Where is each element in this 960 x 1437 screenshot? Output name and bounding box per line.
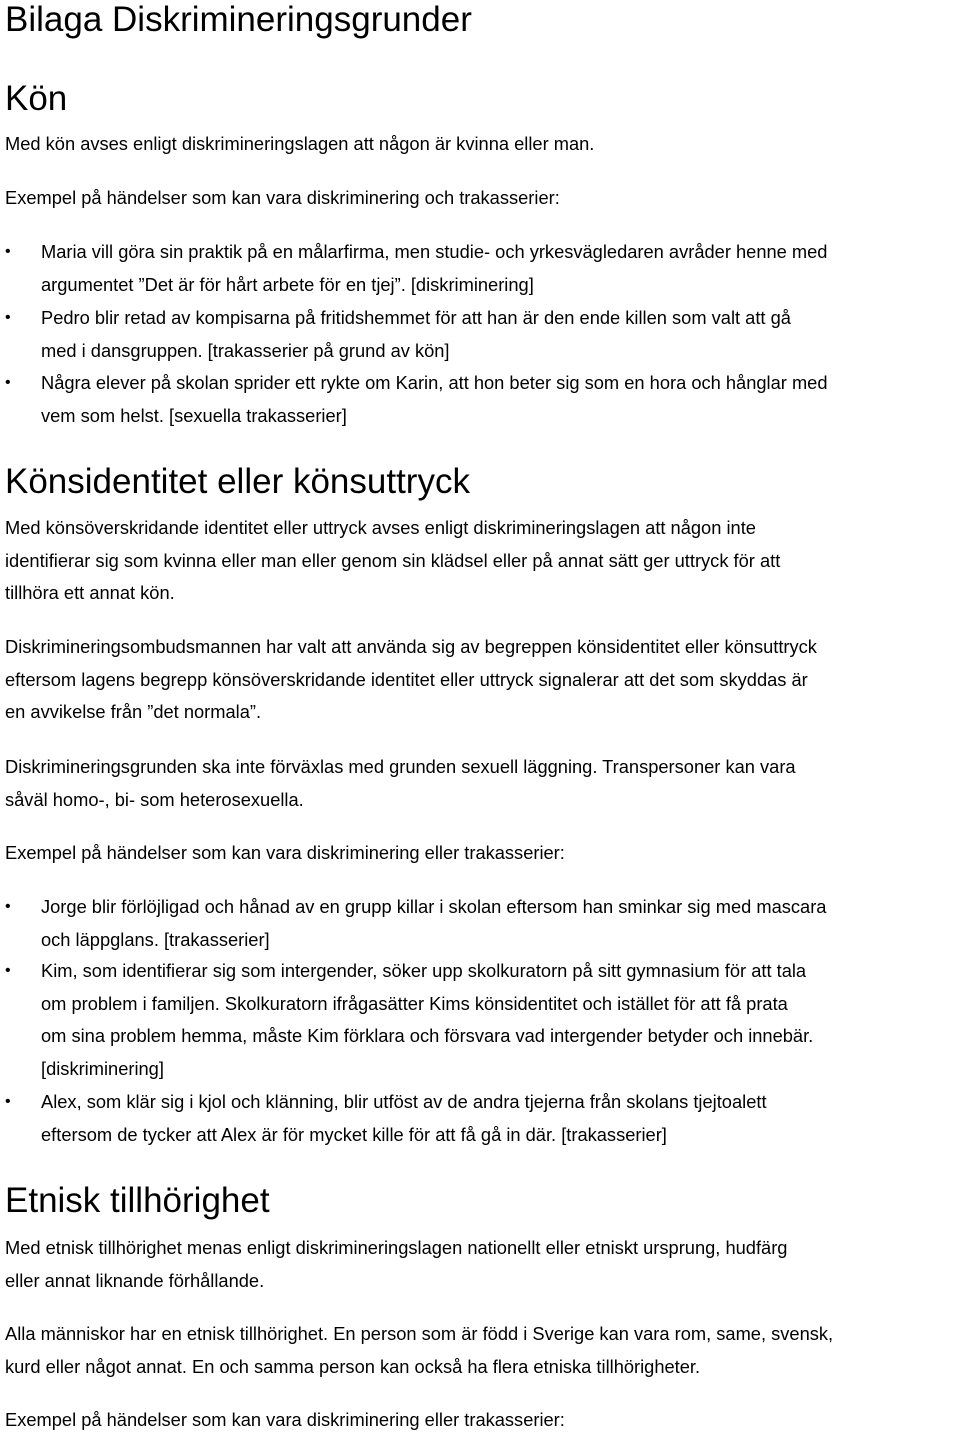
text-line: eftersom lagens begrepp könsöverskridande identitet eller uttryck signalerar att det som skyddas är (5, 668, 808, 690)
bullet-icon: • (5, 243, 11, 260)
list-item-text (41, 367, 960, 432)
text-line: Några elever på skolan sprider ett rykte om Karin, att hon beter sig som en hora och hånglar med (41, 372, 828, 393)
text-line: Diskrimineringsgrunden ska inte förväxlas med grunden sexuell läggning. Transpersoner kan vara (5, 756, 796, 777)
text-line: [diskriminering] (41, 1057, 164, 1079)
text-line: och läppglans. [trakasserier] (41, 928, 270, 950)
examples-intro: Exempel på händelser som kan vara diskriminering och trakasserier: (5, 187, 560, 208)
text-line: tillhöra ett annat kön. (5, 582, 175, 603)
text-line: Med könsöverskridande identitet eller uttryck avses enligt diskrimineringslagen att någon inte (5, 517, 756, 538)
paragraph (5, 751, 957, 816)
bullet-icon: • (5, 374, 11, 391)
list-item-text (41, 955, 960, 1085)
list-item-text (41, 891, 960, 956)
paragraph (5, 631, 957, 729)
text-line: eftersom de tycker att Alex är för mycket kille för att få gå in där. [trakasserier] (41, 1123, 667, 1145)
examples-intro: Exempel på händelser som kan vara diskriminering eller trakasserier: (5, 842, 565, 863)
text-line: om sina problem hemma, måste Kim förklara och försvara vad intergender betyder och innebär. (41, 1025, 814, 1046)
text-line: vem som helst. [sexuella trakasserier] (41, 404, 347, 426)
text-line: kurd eller något annat. En och samma person kan också ha flera etniska tillhörigheter. (5, 1355, 701, 1377)
text-line: om problem i familjen. Skolkuratorn ifrågasätter Kims könsidentitet och istället för att få prata (41, 992, 788, 1014)
text-line: Alla människor har en etnisk tillhörighet. En person som är född i Sverige kan vara rom, same, svensk, (5, 1323, 834, 1344)
list-item-text (41, 1086, 960, 1151)
text-line: Kim, som identifierar sig som intergender, söker upp skolkuratorn på sitt gymnasium för att tala (41, 960, 807, 981)
text-line: såväl homo-, bi- som heterosexuella. (5, 788, 304, 810)
bullet-icon: • (5, 898, 11, 915)
bullet-icon: • (5, 1093, 11, 1110)
text-line: eller annat liknande förhållande. (5, 1269, 265, 1291)
text-line: argumentet ”Det är för hårt arbete för en tjej”. [diskriminering] (41, 273, 534, 295)
text-line: Pedro blir retad av kompisarna på fritidshemmet för att han är den ende killen som valt att gå (41, 307, 791, 328)
examples-intro: Exempel på händelser som kan vara diskriminering eller trakasserier: (5, 1409, 565, 1430)
bullet-icon: • (5, 962, 11, 979)
list-item-text (41, 302, 960, 367)
text-line: Diskrimineringsombudsmannen har valt att använda sig av begreppen könsidentitet eller könsuttryck (5, 636, 817, 657)
section-heading-etnisk: Etnisk tillhörighet (5, 1181, 270, 1220)
list-item-text (41, 236, 960, 301)
paragraph: Med kön avses enligt diskrimineringslagen att någon är kvinna eller man. (5, 133, 595, 154)
text-line: Alex, som klär sig i kjol och klänning, blir utföst av de andra tjejerna från skolans tjejtoalett (41, 1091, 767, 1112)
text-line: Maria vill göra sin praktik på en målarfirma, men studie- och yrkesvägledaren avråder henne med (41, 241, 828, 262)
bullet-icon: • (5, 309, 11, 326)
text-line: Med etnisk tillhörighet menas enligt diskrimineringslagen nationellt eller etniskt ursprung, hudfärg (5, 1237, 788, 1258)
text-line: med i dansgruppen. [trakasserier på grund av kön] (41, 339, 450, 361)
section-heading-kon: Kön (5, 79, 68, 118)
section-heading-konsidentitet: Könsidentitet eller könsuttryck (5, 462, 470, 501)
page-title: Bilaga Diskrimineringsgrunder (5, 0, 472, 39)
text-line: en avvikelse från ”det normala”. (5, 701, 262, 722)
paragraph (5, 1318, 957, 1383)
text-line: identifierar sig som kvinna eller man eller genom sin klädsel eller på annat sätt ger uttryck för att (5, 549, 781, 571)
paragraph (5, 512, 957, 610)
text-line: Jorge blir förlöjligad och hånad av en grupp killar i skolan eftersom han sminkar sig med mascara (41, 896, 827, 917)
paragraph (5, 1232, 957, 1297)
